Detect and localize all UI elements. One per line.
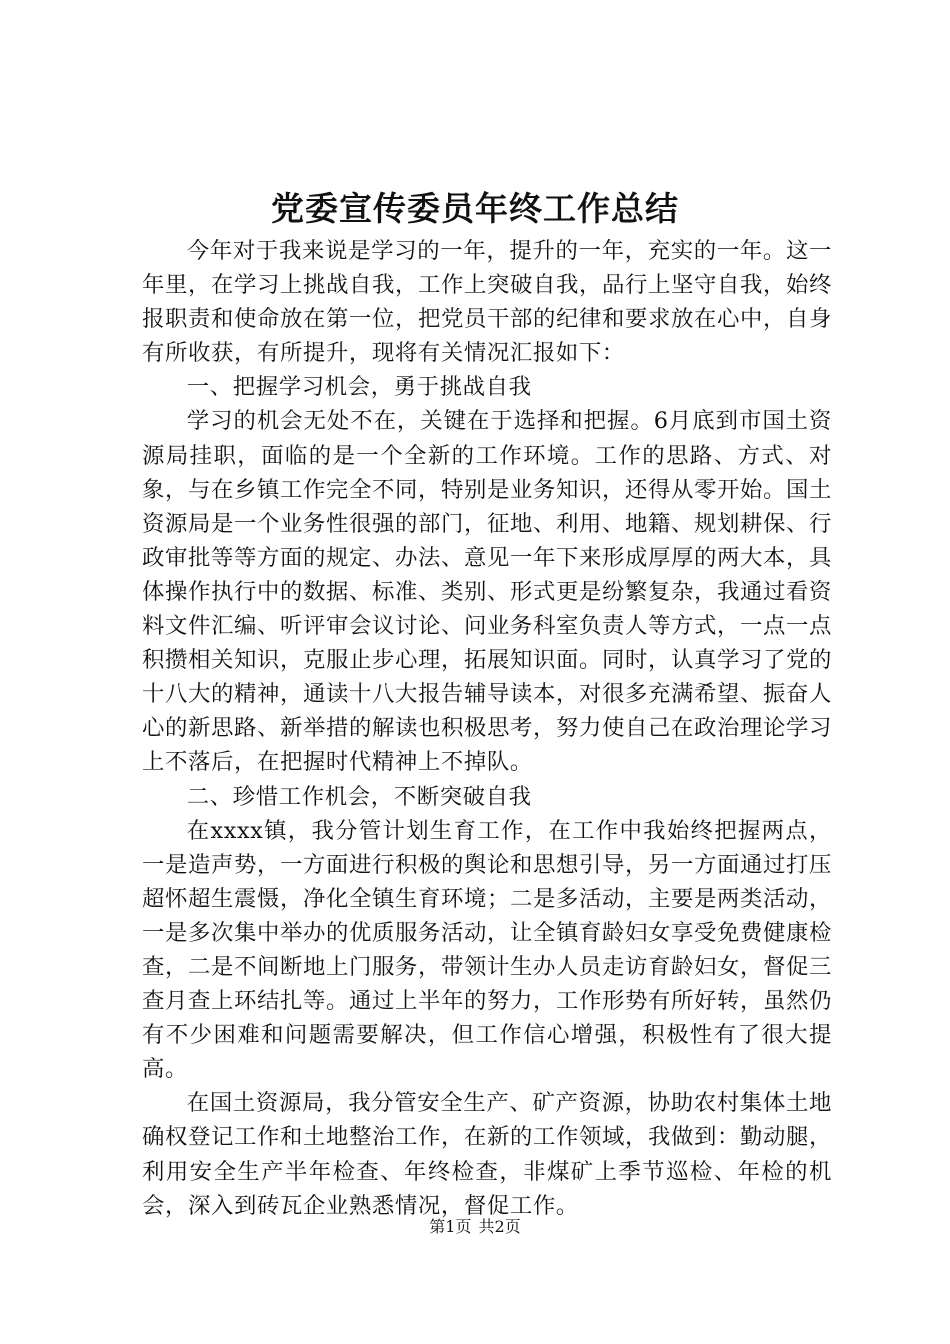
document-title: 党委宣传委员年终工作总结 bbox=[271, 189, 679, 228]
page-number: 第1页 bbox=[429, 1217, 472, 1236]
paragraph-land-bureau: 在国土资源局，我分管安全生产、矿产资源，协助农村集体土地确权登记工作和土地整治工作，在新的工作领域，我做到：勤动腿，利用安全生产半年检查、年终检查，非煤矿上季节巡检、年检的机会，深入到砖瓦企业熟悉情况，督促工作。 bbox=[142, 1090, 832, 1219]
section-heading-2: 二、珍惜工作机会，不断突破自我 bbox=[186, 783, 532, 810]
paragraph-town-work: 在xxxx镇，我分管计划生育工作，在工作中我始终把握两点，一是造声势，一方面进行积极的舆论和思想引导，另一方面通过打压超怀超生震慑，净化全镇生育环境；二是多活动，主要是两类活动，一是多次集中举办的优质服务活动，让全镇育龄妇女享受免费健康检查，二是不间断地上门服务，带领计生办人员走访育龄妇女，督促三查月查上环结扎等。通过上半年的努力，工作形势有所好转，虽然仍有不少困难和问题需要解决，但工作信心增强，积极性有了很大提高。 bbox=[142, 817, 832, 1083]
page-footer bbox=[0, 1215, 950, 1239]
paragraph-intro: 今年对于我来说是学习的一年，提升的一年，充实的一年。这一年里，在学习上挑战自我，工作上突破自我，品行上坚守自我，始终报职责和使命放在第一位，把党员干部的纪律和要求放在心中，自身有所收获，有所提升，现将有关情况汇报如下： bbox=[142, 238, 832, 367]
document-body bbox=[142, 234, 832, 1223]
total-pages: 共2页 bbox=[478, 1217, 521, 1236]
section-heading-1: 一、把握学习机会，勇于挑战自我 bbox=[186, 374, 532, 401]
paragraph-study: 学习的机会无处不在，关键在于选择和把握。6月底到市国土资源局挂职，面临的是一个全新的工作环境。工作的思路、方式、对象，与在乡镇工作完全不同，特别是业务知识，还得从零开始。国土资源局是一个业务性很强的部门，征地、利用、地籍、规划耕保、行政审批等等方面的规定、办法、意见一年下来形成厚厚的两大本，具体操作执行中的数据、标准、类别、形式更是纷繁复杂，我通过看资料文件汇编、听评审会议讨论、问业务科室负责人等方式，一点一点积攒相关知识，克服止步心理，拓展知识面。同时，认真学习了党的十八大的精神，通读十八大报告辅导读本，对很多充满希望、振奋人心的新思路、新举措的解读也积极思考，努力使自己在政治理论学习上不落后，在把握时代精神上不掉队。 bbox=[142, 408, 832, 776]
